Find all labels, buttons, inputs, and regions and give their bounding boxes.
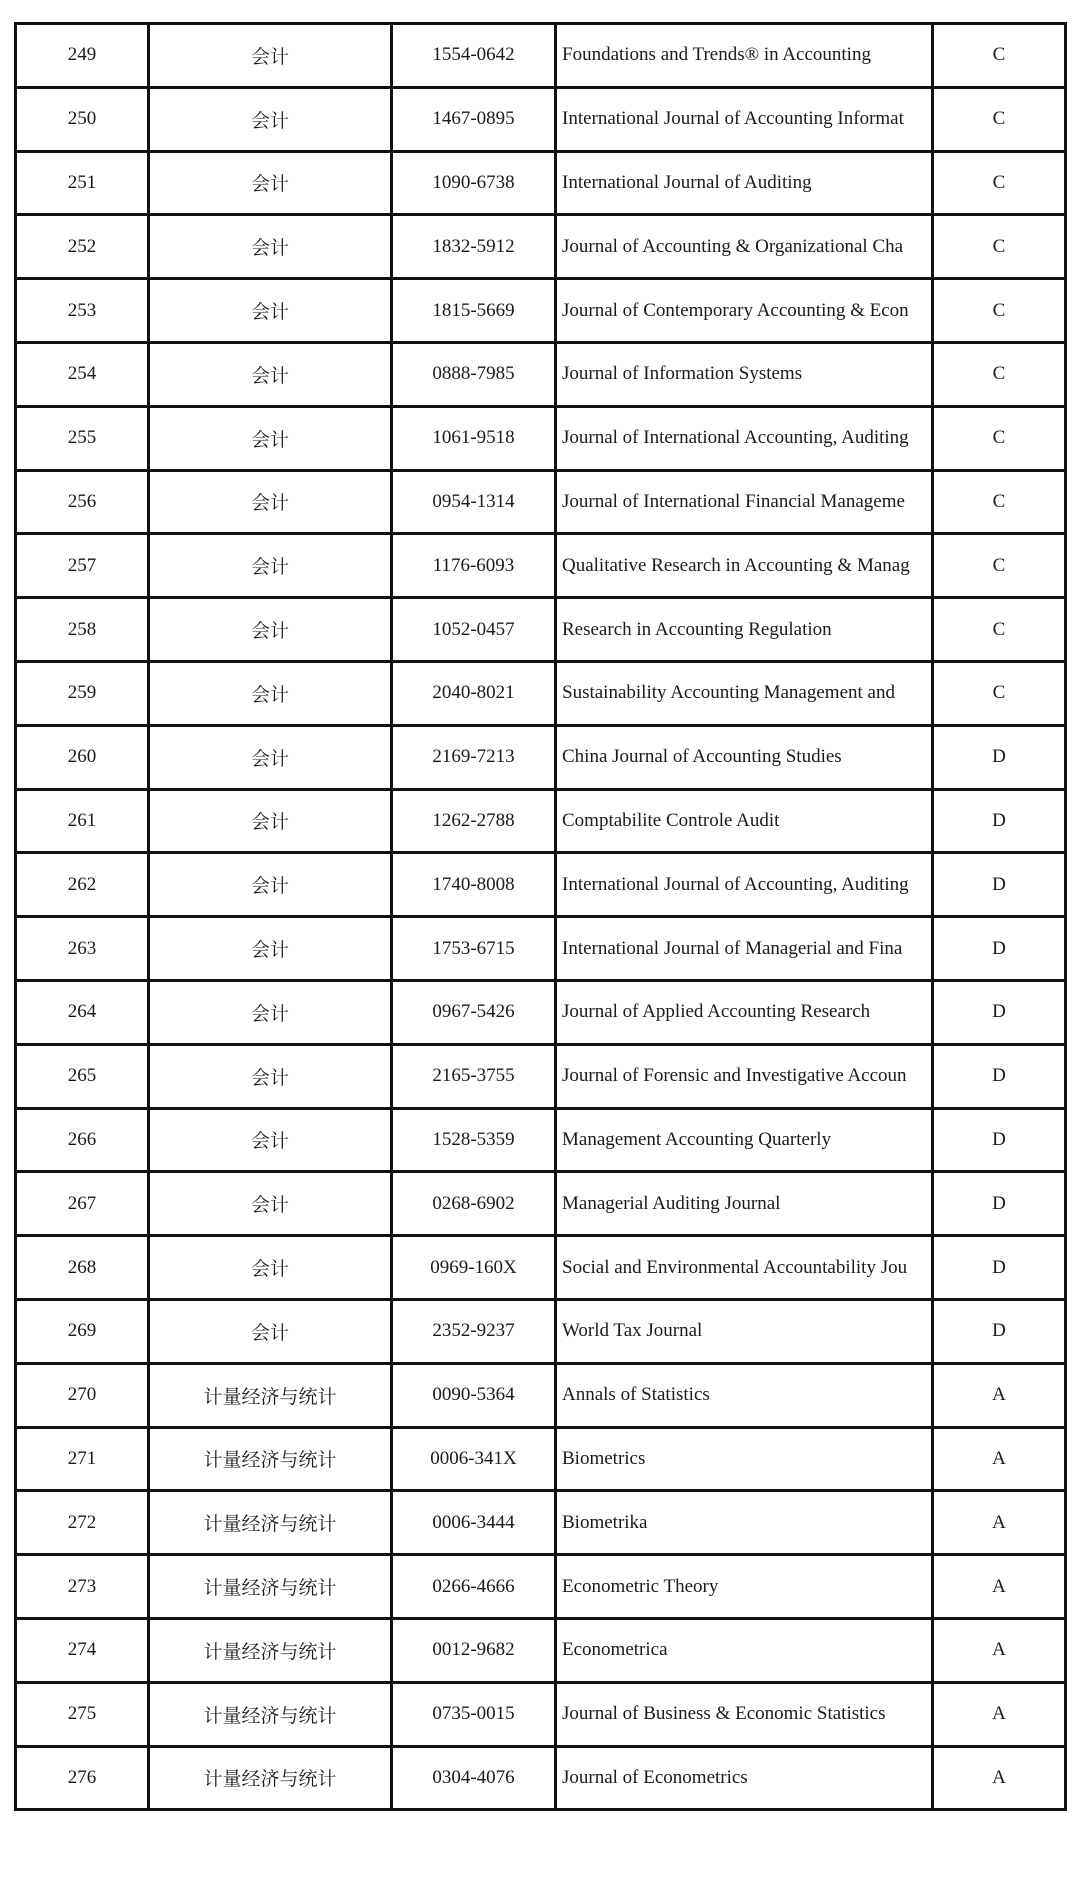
row-journal-title [556,789,933,853]
journal-title-text: Journal of Information Systems [562,363,803,385]
journal-title-text: Journal of Forensic and Investigative Accoun [562,1065,907,1087]
row-issn: 1832-5912 [392,215,556,279]
row-grade: A [933,1746,1066,1810]
row-issn: 2165-3755 [392,1044,556,1108]
row-grade: C [933,151,1066,215]
row-category: 会计 [149,215,392,279]
row-journal-title [556,1299,933,1363]
table-row [16,789,1066,853]
row-grade: D [933,1108,1066,1172]
row-journal-title [556,1555,933,1619]
row-grade: C [933,598,1066,662]
row-grade: C [933,534,1066,598]
row-grade: D [933,1172,1066,1236]
row-issn: 0967-5426 [392,980,556,1044]
journal-title-text: Biometrics [562,1447,646,1469]
row-category: 计量经济与统计 [149,1682,392,1746]
journal-title-text: Journal of International Financial Manageme [562,490,905,512]
row-grade: C [933,342,1066,406]
row-journal-title [556,1618,933,1682]
row-category: 会计 [149,1299,392,1363]
row-number: 250 [16,87,149,151]
row-grade: A [933,1555,1066,1619]
row-category: 会计 [149,151,392,215]
row-issn: 2352-9237 [392,1299,556,1363]
row-number: 255 [16,406,149,470]
row-category: 计量经济与统计 [149,1427,392,1491]
row-number: 265 [16,1044,149,1108]
row-number: 273 [16,1555,149,1619]
journal-title-text: Qualitative Research in Accounting & Manag [562,554,910,576]
row-grade: D [933,917,1066,981]
row-grade: D [933,1236,1066,1300]
table-row [16,279,1066,343]
table-row [16,87,1066,151]
row-category: 会计 [149,1172,392,1236]
row-issn: 1467-0895 [392,87,556,151]
row-issn: 1554-0642 [392,24,556,88]
row-issn: 1753-6715 [392,917,556,981]
journal-title-text: Econometrica [562,1639,668,1661]
row-category: 会计 [149,1044,392,1108]
journal-title-text: Journal of International Accounting, Auditing [562,427,909,449]
row-issn: 1176-6093 [392,534,556,598]
journal-title-text: International Journal of Auditing [562,171,812,193]
row-number: 264 [16,980,149,1044]
row-number: 258 [16,598,149,662]
row-number: 263 [16,917,149,981]
row-grade: C [933,24,1066,88]
row-issn: 0012-9682 [392,1618,556,1682]
row-issn: 1815-5669 [392,279,556,343]
row-journal-title [556,1491,933,1555]
row-grade: C [933,215,1066,279]
row-category: 会计 [149,470,392,534]
row-journal-title [556,853,933,917]
journal-title-text: International Journal of Managerial and Fina [562,937,903,959]
row-category: 会计 [149,853,392,917]
row-journal-title [556,534,933,598]
row-number: 252 [16,215,149,279]
journal-title-text: International Journal of Accounting, Auditing [562,873,909,895]
row-category: 会计 [149,87,392,151]
row-grade: A [933,1363,1066,1427]
row-category: 会计 [149,24,392,88]
row-journal-title [556,279,933,343]
row-grade: D [933,980,1066,1044]
row-category: 会计 [149,1108,392,1172]
row-issn: 1052-0457 [392,598,556,662]
journal-title-text: Foundations and Trends® in Accounting [562,44,871,66]
row-issn: 0006-341X [392,1427,556,1491]
table-row [16,917,1066,981]
row-category: 会计 [149,279,392,343]
row-grade: D [933,789,1066,853]
row-category: 计量经济与统计 [149,1363,392,1427]
row-category: 计量经济与统计 [149,1491,392,1555]
row-grade: D [933,725,1066,789]
journal-title-text: Journal of Applied Accounting Research [562,1001,871,1023]
row-issn: 0969-160X [392,1236,556,1300]
table-row [16,1108,1066,1172]
journal-title-text: Journal of Business & Economic Statistics [562,1703,886,1725]
row-category: 计量经济与统计 [149,1555,392,1619]
row-journal-title [556,406,933,470]
row-number: 249 [16,24,149,88]
row-issn: 0268-6902 [392,1172,556,1236]
row-journal-title [556,1108,933,1172]
journal-title-text: Journal of Accounting & Organizational Cha [562,235,904,257]
row-number: 276 [16,1746,149,1810]
row-number: 269 [16,1299,149,1363]
journal-table [14,22,1067,1811]
table-row [16,215,1066,279]
row-issn: 1061-9518 [392,406,556,470]
journal-title-text: Biometrika [562,1511,648,1533]
row-grade: C [933,279,1066,343]
table-row [16,1618,1066,1682]
row-issn: 0090-5364 [392,1363,556,1427]
row-category: 会计 [149,598,392,662]
row-number: 272 [16,1491,149,1555]
row-grade: C [933,470,1066,534]
row-issn: 1528-5359 [392,1108,556,1172]
journal-title-text: International Journal of Accounting Informat [562,108,904,130]
table-row [16,470,1066,534]
row-category: 会计 [149,534,392,598]
row-journal-title [556,725,933,789]
table-row [16,1682,1066,1746]
table-row [16,1363,1066,1427]
row-grade: A [933,1427,1066,1491]
row-category: 会计 [149,342,392,406]
row-journal-title [556,1044,933,1108]
row-number: 261 [16,789,149,853]
row-number: 253 [16,279,149,343]
row-grade: C [933,661,1066,725]
table-row [16,853,1066,917]
table-row [16,1044,1066,1108]
journal-title-text: Management Accounting Quarterly [562,1128,832,1150]
row-number: 260 [16,725,149,789]
table-row [16,1427,1066,1491]
row-issn: 2040-8021 [392,661,556,725]
row-grade: D [933,1044,1066,1108]
table-row [16,1299,1066,1363]
journal-title-text: Social and Environmental Accountability Jou [562,1256,908,1278]
journal-list-page [14,22,1064,1893]
journal-title-text: Annals of Statistics [562,1384,710,1406]
row-grade: A [933,1491,1066,1555]
table-row [16,725,1066,789]
row-issn: 0006-3444 [392,1491,556,1555]
row-category: 计量经济与统计 [149,1618,392,1682]
row-journal-title [556,598,933,662]
row-journal-title [556,1746,933,1810]
row-grade: D [933,853,1066,917]
row-journal-title [556,470,933,534]
row-journal-title [556,1236,933,1300]
row-number: 268 [16,1236,149,1300]
row-grade: C [933,87,1066,151]
journal-title-text: China Journal of Accounting Studies [562,746,842,768]
journal-table-body [16,24,1066,1810]
row-number: 266 [16,1108,149,1172]
row-journal-title [556,24,933,88]
row-grade: A [933,1618,1066,1682]
row-issn: 1740-8008 [392,853,556,917]
table-row [16,534,1066,598]
table-row [16,1491,1066,1555]
row-journal-title [556,151,933,215]
row-journal-title [556,980,933,1044]
row-category: 会计 [149,917,392,981]
table-row [16,342,1066,406]
row-journal-title [556,917,933,981]
row-number: 274 [16,1618,149,1682]
row-journal-title [556,1682,933,1746]
journal-title-text: Journal of Contemporary Accounting & Econ [562,299,909,321]
table-row [16,1555,1066,1619]
journal-title-text: Journal of Econometrics [562,1766,748,1788]
table-row [16,1746,1066,1810]
table-row [16,24,1066,88]
table-row [16,1236,1066,1300]
row-issn: 0954-1314 [392,470,556,534]
row-category: 计量经济与统计 [149,1746,392,1810]
row-number: 251 [16,151,149,215]
row-journal-title [556,87,933,151]
row-category: 会计 [149,789,392,853]
row-category: 会计 [149,661,392,725]
table-row [16,1172,1066,1236]
journal-title-text: World Tax Journal [562,1320,703,1342]
row-grade: D [933,1299,1066,1363]
row-number: 267 [16,1172,149,1236]
row-category: 会计 [149,980,392,1044]
row-grade: A [933,1682,1066,1746]
row-journal-title [556,1427,933,1491]
row-number: 254 [16,342,149,406]
row-issn: 0735-0015 [392,1682,556,1746]
row-journal-title [556,1172,933,1236]
table-row [16,151,1066,215]
row-issn: 1090-6738 [392,151,556,215]
row-issn: 1262-2788 [392,789,556,853]
row-number: 271 [16,1427,149,1491]
journal-title-text: Research in Accounting Regulation [562,618,832,640]
row-number: 256 [16,470,149,534]
table-row [16,406,1066,470]
journal-title-text: Managerial Auditing Journal [562,1192,781,1214]
row-issn: 0266-4666 [392,1555,556,1619]
row-issn: 2169-7213 [392,725,556,789]
row-category: 会计 [149,725,392,789]
row-grade: C [933,406,1066,470]
table-row [16,661,1066,725]
row-issn: 0888-7985 [392,342,556,406]
row-number: 262 [16,853,149,917]
row-category: 会计 [149,1236,392,1300]
journal-title-text: Comptabilite Controle Audit [562,809,780,831]
row-journal-title [556,1363,933,1427]
table-row [16,980,1066,1044]
row-journal-title [556,342,933,406]
row-number: 257 [16,534,149,598]
row-number: 259 [16,661,149,725]
row-category: 会计 [149,406,392,470]
journal-title-text: Sustainability Accounting Management and [562,682,895,704]
table-row [16,598,1066,662]
row-journal-title [556,661,933,725]
row-number: 275 [16,1682,149,1746]
row-issn: 0304-4076 [392,1746,556,1810]
journal-title-text: Econometric Theory [562,1575,719,1597]
row-number: 270 [16,1363,149,1427]
row-journal-title [556,215,933,279]
